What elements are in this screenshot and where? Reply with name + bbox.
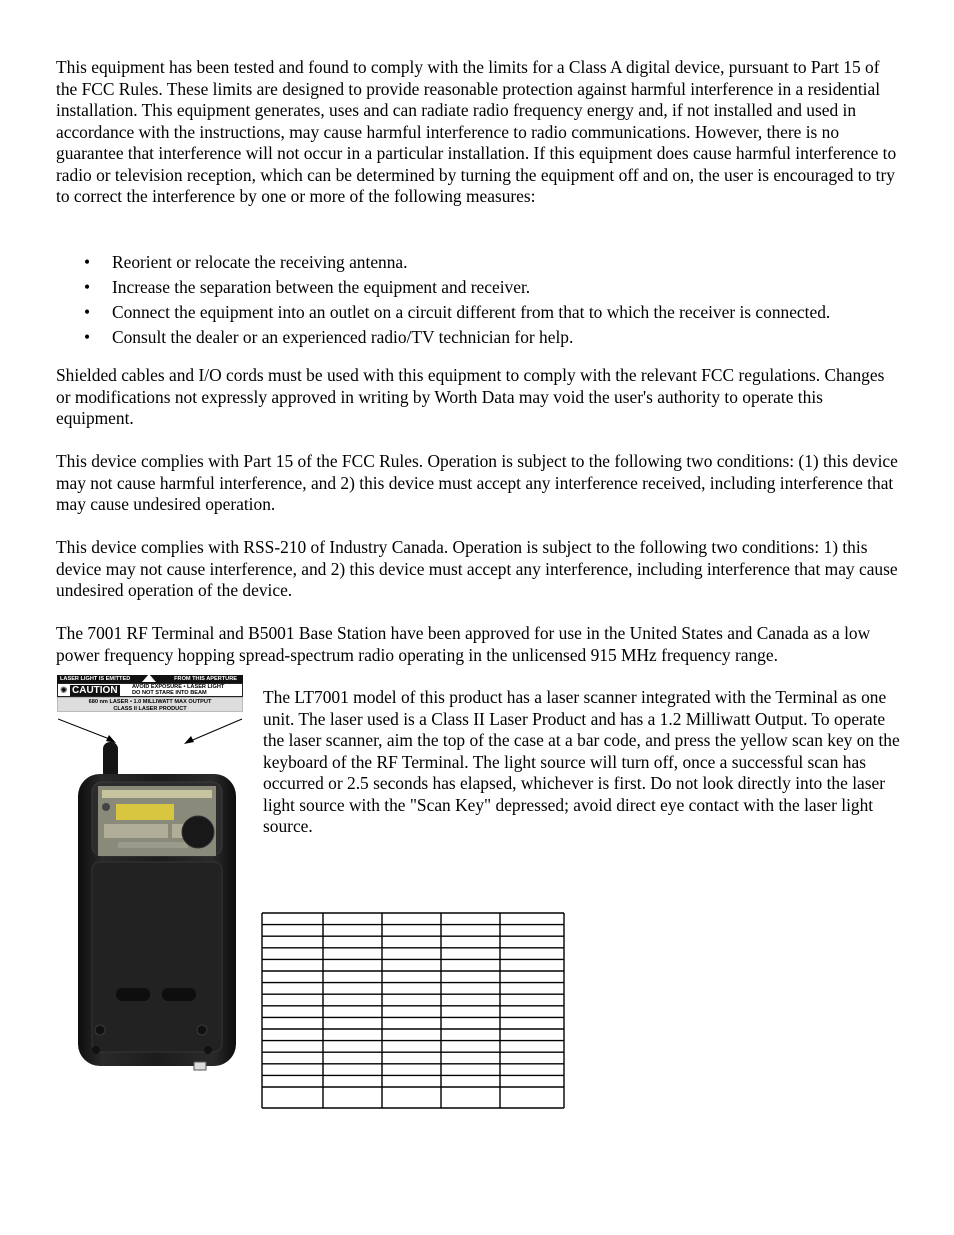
aperture-text-left: LASER LIGHT IS EMITTED — [60, 676, 131, 682]
list-item — [56, 252, 916, 277]
spec-line-2: CLASS II LASER PRODUCT — [113, 705, 187, 712]
laser-spec — [57, 697, 243, 712]
list-item — [56, 327, 916, 352]
terminal-back-photo — [58, 712, 248, 1074]
bullet-icon: • — [84, 302, 91, 322]
aperture-arrow-icon — [142, 674, 156, 682]
laser-caution-label — [57, 675, 243, 712]
list-item — [56, 302, 916, 327]
list-item-text: Connect the equipment into an outlet on a circuit different from that to which the receiver is connected. — [112, 302, 831, 322]
caution-warning — [132, 685, 224, 696]
empty-table — [261, 912, 565, 1109]
pointer-arrows — [58, 719, 242, 744]
caution-badge: CAUTION — [72, 685, 118, 696]
battery-cover — [92, 862, 222, 1052]
fcc-class-a-paragraph: This equipment has been tested and found to comply with the limits for a Class A digital device, pursuant to Part 15 of the FCC Rules. These limits are designed to provide reasonable protection against harmful interference in a residential installation. This equipment generates, uses and can radiate radio frequency energy and, if not installed and used in accordance with the instructions, may cause harmful interference to radio communications. However, there is no guarantee that interference will not occur in a particular installation. If this equipment does cause harmful interference to radio or television reception, which can be determined by turning the equipment off and on, the user is encouraged to try to correct the interference by one or more of the following measures: — [56, 57, 897, 206]
list-item — [56, 277, 916, 302]
part15-paragraph: This device complies with Part 15 of the FCC Rules. Operation is subject to the following two conditions: (1) this device may not cause harmful interference, and 2) this device must accept any interference received, including interference that may cause undesired operation. — [56, 451, 898, 514]
bullet-icon: • — [84, 252, 91, 272]
list-item-text: Increase the separation between the equipment and receiver. — [112, 277, 531, 297]
list-item-text: Consult the dealer or an experienced radio/TV technician for help. — [112, 327, 574, 347]
warning-line-1: AVOID EXPOSURE • LASER LIGHT — [132, 684, 225, 690]
list-item-text: Reorient or relocate the receiving antenna. — [112, 252, 408, 272]
spec-line-1: 680 nm LASER • 1.0 MILLIWATT MAX OUTPUT — [88, 699, 212, 705]
speaker-grille — [182, 816, 214, 848]
interference-measures-list — [56, 252, 916, 352]
bullet-icon: • — [84, 277, 91, 297]
bullet-icon: • — [84, 327, 91, 347]
shielded-cables-paragraph: Shielded cables and I/O cords must be used with this equipment to comply with the relevant FCC regulations. Changes or modifications not expressly approved in writing by Worth Data may void the user's authority to operate this equipment. — [56, 365, 885, 428]
approval-paragraph: The 7001 RF Terminal and B5001 Base Station have been approved for use in the United States and Canada as a low power frequency hopping spread-spectrum radio operating in the unlicensed 915 MHz frequency range. — [56, 623, 871, 665]
caution-row — [57, 683, 243, 697]
warning-line-2: DO NOT STARE INTO BEAM — [132, 689, 207, 696]
rss210-paragraph: This device complies with RSS-210 of Industry Canada. Operation is subject to the following two conditions: 1) this device may not cause interference, and 2) this device must accept any interference, including interference that may cause undesired operation of the device. — [56, 537, 898, 600]
aperture-text-right: FROM THIS APERTURE — [174, 676, 237, 682]
laser-scanner-paragraph: The LT7001 model of this product has a laser scanner integrated with the Terminal as one unit. The laser used is a Class II Laser Product and has a 1.2 Milliwatt Output. To operate the laser scanner, aim the top of the case at a bar code, and press the yellow scan key on the keyboard of the RF Terminal. The light source will turn off, once a successful scan has occurred or 2.5 seconds has elapsed, whichever is first. Do not look directly into the laser light source with the "Scan Key" depressed; avoid direct eye contact with the laser light source. — [263, 687, 900, 836]
laser-starburst-icon: ✺ — [60, 685, 68, 695]
